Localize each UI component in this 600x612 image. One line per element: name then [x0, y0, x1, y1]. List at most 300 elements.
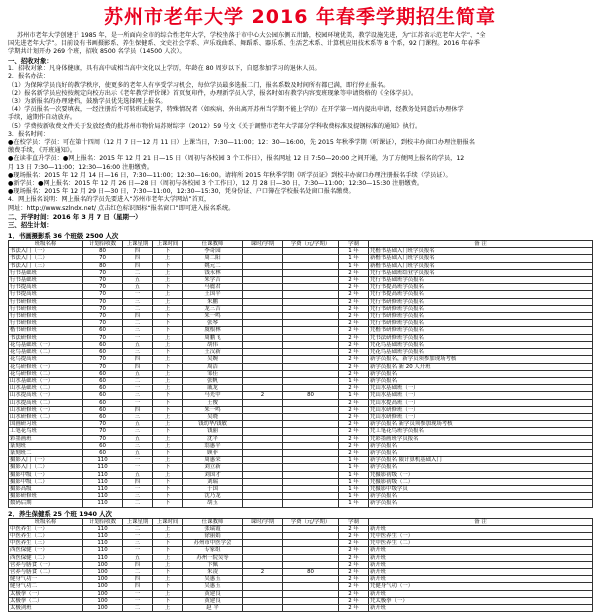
table-cell: 一: [123, 532, 153, 539]
table-cell: [243, 449, 283, 456]
table-cell: [283, 349, 339, 356]
table-cell: 60: [83, 377, 123, 384]
column-header: 学制: [339, 518, 369, 525]
table-cell: 新开班: [369, 590, 593, 597]
table-cell: 2 年: [339, 597, 369, 604]
table-cell: 四: [123, 363, 153, 370]
table-cell: [243, 583, 283, 590]
table-cell: [243, 457, 283, 464]
table-cell: 110: [83, 464, 123, 471]
table-row: [9, 305, 593, 312]
text-line: 3．报名时间：: [8, 130, 50, 138]
table-cell: 行书提高班: [9, 284, 83, 291]
table-cell: 2 年: [339, 576, 369, 583]
table-cell: 110: [83, 500, 123, 507]
table-cell: 下: [153, 547, 183, 554]
table-cell: 新学员报名: [369, 500, 593, 507]
table-cell: 上: [153, 277, 183, 284]
table-cell: [283, 547, 339, 554]
column-header: 学制: [339, 241, 369, 248]
table-cell: [283, 341, 339, 348]
table-cell: [283, 554, 339, 561]
column-header: 任课教师: [183, 518, 243, 525]
table-cell: 110: [83, 554, 123, 561]
table-cell: 上: [153, 471, 183, 478]
table-cell: 王俊: [183, 399, 243, 406]
table-cell: 四: [123, 406, 153, 413]
table-cell: 下: [153, 284, 183, 291]
table-row: [9, 248, 593, 255]
table-cell: 上: [153, 442, 183, 449]
table-cell: [283, 525, 339, 532]
table-cell: 三: [123, 349, 153, 356]
table-cell: 四: [123, 313, 153, 320]
column-header: 计划招收数: [83, 518, 123, 525]
table-cell: 110: [83, 525, 123, 532]
table-cell: 2 年: [339, 540, 369, 547]
table-cell: 山水提高班（二）: [9, 399, 83, 406]
table-cell: 110: [83, 532, 123, 539]
table-cell: 凭行书研修班学员报名: [369, 320, 593, 327]
table-cell: 顾菲: [183, 449, 243, 456]
enrollment-body: [0, 65, 600, 213]
table-cell: 下: [153, 493, 183, 500]
table-cell: 花鸟基础班（二）: [9, 349, 83, 356]
section-heading-enrollment: 一、招收对象：: [8, 56, 53, 65]
table-cell: 五: [123, 435, 153, 442]
table-cell: 行书基础班: [9, 269, 83, 276]
table-cell: 新开班: [369, 525, 593, 532]
table-cell: 110: [83, 457, 123, 464]
table-cell: 摄影高级: [9, 485, 83, 492]
table-cell: [283, 269, 339, 276]
table-cell: 2 年: [339, 298, 369, 305]
table-cell: 上: [153, 377, 183, 384]
table-cell: 2 年: [339, 291, 369, 298]
table-cell: 上: [153, 255, 183, 262]
table-cell: 新学员报名 新 20 人开班: [369, 363, 593, 370]
table-cell: 凭花鸟基础班学员报名: [369, 349, 593, 356]
table-cell: [243, 320, 283, 327]
table-cell: 五: [123, 449, 153, 456]
table-cell: 凭行书研修班学员报名: [369, 313, 593, 320]
table-cell: 戚龙: [183, 385, 243, 392]
table-cell: 张琴: [183, 320, 243, 327]
table-cell: 新楷书基础入门班学员报名: [369, 255, 593, 262]
health-table: [8, 518, 593, 612]
table-cell: 行书研修班: [9, 313, 83, 320]
table-cell: 2 年: [339, 284, 369, 291]
table-cell: 100: [83, 561, 123, 568]
table-row: [9, 554, 593, 561]
table-cell: 2 年: [339, 385, 369, 392]
table-cell: [243, 525, 283, 532]
table-cell: [283, 464, 339, 471]
table-cell: 60: [83, 413, 123, 420]
table-cell: [283, 597, 339, 604]
table-cell: 一: [123, 464, 153, 471]
table-row: [9, 363, 593, 370]
table-cell: 新学员报名 新学员须参加现场考核: [369, 421, 593, 428]
table-cell: 西医保健（二）: [9, 554, 83, 561]
table-cell: 二: [123, 320, 153, 327]
table-row: [9, 313, 593, 320]
table-row: [9, 428, 593, 435]
table-cell: [283, 291, 339, 298]
table-cell: 五: [123, 421, 153, 428]
table-cell: 80: [83, 262, 123, 269]
time-line: 缴费手续，《开班通知》。: [8, 147, 77, 155]
table-cell: [243, 298, 283, 305]
column-header: 任课教师: [183, 241, 243, 248]
table-cell: 王国平: [183, 291, 243, 298]
time-line: 网址：http://www.szlndx.net/ 点击红色标识图标“报名窗口”即可进入报名系统。: [8, 204, 235, 212]
table-cell: 四: [123, 356, 153, 363]
table-cell: 新楷书基础入门班学员报名: [369, 262, 593, 269]
time-line: 月 13 日 7:30—11:00；12:30—16:00 注册缴费。: [8, 163, 154, 171]
table-cell: 五: [123, 554, 153, 561]
table-cell: 朱鹏: [183, 298, 243, 305]
table-cell: 下: [153, 568, 183, 575]
table-cell: 1 年: [339, 262, 369, 269]
table-cell: 100: [83, 576, 123, 583]
table-cell: 110: [83, 547, 123, 554]
table-cell: 三: [123, 298, 153, 305]
table-cell: 60: [83, 385, 123, 392]
table-cell: 凭太极拳（一）: [369, 597, 593, 604]
table-cell: 100: [83, 583, 123, 590]
table-row: [9, 262, 593, 269]
text-line: （3）为新报名的办理建档，鼓励学员优先选择网上报名。: [8, 98, 167, 106]
table-cell: 2 年: [339, 428, 369, 435]
table-cell: [243, 554, 283, 561]
table-cell: [283, 457, 339, 464]
table-cell: [283, 399, 339, 406]
table-cell: 下: [153, 428, 183, 435]
table-cell: 70: [83, 313, 123, 320]
table-cell: 上: [153, 457, 183, 464]
table-cell: 凭山水提高班（一）: [369, 399, 593, 406]
table-cell: [243, 464, 283, 471]
table-cell: [283, 327, 339, 334]
table-cell: 刘瑞: [183, 478, 243, 485]
table-row: [9, 277, 593, 284]
table-cell: 凭行书基础班学员报名: [369, 277, 593, 284]
table-cell: 五: [123, 341, 153, 348]
table-cell: 新开班: [369, 605, 593, 612]
table-cell: 摄影中级（一）: [9, 471, 83, 478]
table-cell: 1 年: [339, 392, 369, 399]
table-cell: 太极拳（二）: [9, 597, 83, 604]
table-cell: 2 年: [339, 554, 369, 561]
table-cell: 新学员报名: [369, 442, 593, 449]
table-cell: 五: [123, 370, 153, 377]
table-cell: 2 年: [339, 269, 369, 276]
table-cell: [283, 248, 339, 255]
table-cell: 周惠荣: [183, 457, 243, 464]
column-header: 上课时间: [153, 518, 183, 525]
table-cell: 山水基础班（二）: [9, 385, 83, 392]
table-row: [9, 385, 593, 392]
table-cell: [283, 363, 339, 370]
text-line: （4）学员报名一次要填表，一经注册后不可转班或退学，特殊情况者（如疾病、外出离开苏州当学期不能上学的）在开学第一周内提出申请，经教务处同意后办理休学: [8, 106, 464, 114]
table-cell: 新学员报名: [369, 370, 593, 377]
table-cell: 2 年: [339, 341, 369, 348]
table-cell: [283, 428, 339, 435]
table-cell: 二: [123, 525, 153, 532]
table-cell: 上: [153, 356, 183, 363]
table-cell: [243, 248, 283, 255]
table-cell: 摄影入门（二）: [9, 464, 83, 471]
table-cell: 上: [153, 298, 183, 305]
table-cell: 凭山水研修班（一）: [369, 413, 593, 420]
table-cell: 三: [123, 428, 153, 435]
time-line: ●在校学员：学员：可在第十四周（12 月 7 日～12 月 11 日）上课当日，7:30—11:00；12：30—16:00，先 2015 年秋季学期（听课证），到校丰办窗口办理注册报名: [8, 139, 475, 147]
table-cell: [243, 399, 283, 406]
table-cell: [243, 597, 283, 604]
table-cell: [283, 485, 339, 492]
table-cell: 70: [83, 284, 123, 291]
table-cell: 上: [153, 370, 183, 377]
table-cell: 70: [83, 363, 123, 370]
table-cell: 凭中医养生（二）: [369, 540, 593, 547]
table-row: [9, 406, 593, 413]
table-cell: 五: [123, 284, 153, 291]
table-cell: 70: [83, 421, 123, 428]
table-cell: 1 年: [339, 485, 369, 492]
table-cell: [243, 313, 283, 320]
table-cell: 吴惠玉: [183, 583, 243, 590]
table-row: [9, 377, 593, 384]
table-cell: [243, 421, 283, 428]
table-cell: 2 年: [339, 605, 369, 612]
table-row: [9, 561, 593, 568]
table-cell: 沈平: [183, 435, 243, 442]
table-cell: 四: [123, 248, 153, 255]
table-cell: 周洁: [183, 363, 243, 370]
table-cell: 周鹏飞: [183, 334, 243, 341]
table-cell: [243, 532, 283, 539]
table-cell: 下: [153, 399, 183, 406]
table-cell: [283, 406, 339, 413]
table-cell: 朱学吉: [183, 277, 243, 284]
table-cell: [283, 385, 339, 392]
table-cell: 四: [123, 561, 153, 568]
table-cell: 凭山水基础班（一）: [369, 392, 593, 399]
table-cell: 摄影研修班: [9, 493, 83, 500]
table-cell: 2 年: [339, 435, 369, 442]
table-cell: 二: [123, 500, 153, 507]
table-cell: 行书基础班: [9, 277, 83, 284]
table-cell: 2 年: [339, 532, 369, 539]
table-row: [9, 532, 593, 539]
table-cell: 下: [153, 597, 183, 604]
table-cell: [283, 449, 339, 456]
table-cell: 2 年: [339, 442, 369, 449]
table-row: [9, 457, 593, 464]
table-cell: 80: [283, 392, 339, 399]
table-cell: 马麗君: [183, 284, 243, 291]
table-row: [9, 399, 593, 406]
table-cell: [283, 298, 339, 305]
table-cell: 60: [83, 406, 123, 413]
table-cell: [283, 305, 339, 312]
table-row: [9, 464, 593, 471]
table-cell: 下: [153, 540, 183, 547]
table-cell: 2 年: [339, 356, 369, 363]
table-cell: [243, 277, 283, 284]
table-cell: [283, 442, 339, 449]
table-cell: 上: [153, 554, 183, 561]
table-cell: 下: [153, 248, 183, 255]
table-cell: 钱丽: [183, 428, 243, 435]
table-cell: 凭彩墨画班学员报名: [369, 435, 593, 442]
table-cell: 1 年: [339, 248, 369, 255]
table-cell: [243, 428, 283, 435]
table-cell: [243, 291, 283, 298]
table-cell: [283, 532, 339, 539]
table-cell: [283, 576, 339, 583]
table-cell: 2 年: [339, 421, 369, 428]
table-row: [9, 356, 593, 363]
table-cell: 山水提高班（一）: [9, 392, 83, 399]
table-cell: [243, 341, 283, 348]
table-cell: 2 年: [339, 327, 369, 334]
table-cell: 三: [123, 493, 153, 500]
table-cell: [283, 605, 339, 612]
table-cell: 龙三吉: [183, 305, 243, 312]
table-cell: 于国: [183, 485, 243, 492]
table-cell: 下: [153, 449, 183, 456]
table-cell: [283, 590, 339, 597]
table-cell: 上: [153, 590, 183, 597]
table-cell: 花鸟研修班（一）: [9, 363, 83, 370]
table-cell: 凭书法研修班学员报名: [369, 334, 593, 341]
table-cell: 上: [153, 341, 183, 348]
table-cell: 二: [123, 305, 153, 312]
table-caption-health: 2．养生保健系 25 个班 1940 人次: [8, 509, 112, 518]
table-cell: 1 年: [339, 478, 369, 485]
page-title: 苏州市老年大学 2016 年春季学期招生简章: [103, 6, 497, 28]
column-header: 学费（元/学期）: [283, 241, 339, 248]
table-cell: 2 年: [339, 320, 369, 327]
table-cell: 卞佩: [183, 561, 243, 568]
table-cell: 上: [153, 334, 183, 341]
table-cell: 上: [153, 532, 183, 539]
table-cell: [283, 313, 339, 320]
table-cell: 上: [153, 435, 183, 442]
table-cell: [283, 493, 339, 500]
table-cell: 上: [153, 269, 183, 276]
table-cell: 书法入门（三）: [9, 262, 83, 269]
table-cell: 徐丽娟: [183, 532, 243, 539]
table-cell: [283, 334, 339, 341]
table-row: [9, 547, 593, 554]
table-cell: [243, 576, 283, 583]
table-cell: 山水研修班（二）: [9, 413, 83, 420]
table-cell: 凭中医养生（一）: [369, 532, 593, 539]
column-header: 计划招收数: [83, 241, 123, 248]
table-cell: 三: [123, 442, 153, 449]
table-cell: 2 年: [339, 583, 369, 590]
table-row: [9, 284, 593, 291]
table-cell: [283, 421, 339, 428]
table-cell: 花鸟提高班: [9, 356, 83, 363]
table-cell: 70: [83, 356, 123, 363]
text-line: 1．招收对象：凡身体健康，具有高中或相当高中文化以上学历，年龄在 80 周岁以下，自愿参加学习的退休人员。: [8, 65, 321, 73]
table-cell: 太极拳（一）: [9, 590, 83, 597]
table-cell: 刘立新: [183, 464, 243, 471]
table-cell: [283, 356, 339, 363]
table-cell: 一: [123, 385, 153, 392]
table-cell: 五: [123, 277, 153, 284]
table-cell: [243, 561, 283, 568]
time-line: ●现场报名：2015 年 12 月 14 日—16 日，7:30—11:00；12:30—16:00。请将所 2015 年秋季学期《听学员证》到校丰办窗口办理注册报名手续（学员证）。: [8, 171, 452, 179]
column-header: 上课时间: [153, 241, 183, 248]
table-cell: [243, 363, 283, 370]
table-cell: 彩墨画班: [9, 435, 83, 442]
table-cell: 110: [83, 540, 123, 547]
table-cell: 太极剑班: [9, 605, 83, 612]
column-header: 上课星期: [123, 518, 153, 525]
table-row: [9, 298, 593, 305]
table-row: [9, 413, 593, 420]
table-cell: [283, 277, 339, 284]
table-cell: 摄影中级（二）: [9, 478, 83, 485]
text-line: 手续，逾期作自动放弃。: [8, 114, 77, 122]
table-cell: 80: [283, 568, 339, 575]
table-cell: 翁惠平: [183, 442, 243, 449]
table-cell: 下: [153, 313, 183, 320]
calligraphy-table: [8, 240, 593, 508]
table-cell: 下: [153, 464, 183, 471]
table-row: [9, 471, 593, 478]
table-cell: 虞根林: [183, 327, 243, 334]
table-cell: 1 年: [339, 493, 369, 500]
table-cell: 下: [153, 320, 183, 327]
table-cell: 110: [83, 493, 123, 500]
table-cell: [283, 377, 339, 384]
table-cell: 2 年: [339, 561, 369, 568]
table-cell: 1 年: [339, 464, 369, 471]
column-header: 学费（元/学期）: [283, 518, 339, 525]
table-cell: 一: [123, 597, 153, 604]
table-row: [9, 442, 593, 449]
column-header: 班级名称: [9, 518, 83, 525]
table-cell: 马光中: [183, 392, 243, 399]
table-cell: [243, 385, 283, 392]
table-cell: 下: [153, 363, 183, 370]
table-cell: 四: [123, 255, 153, 262]
table-cell: 70: [83, 255, 123, 262]
table-cell: 凭摄影中级学员: [369, 485, 593, 492]
table-cell: [283, 370, 339, 377]
table-cell: 邹佳: [183, 370, 243, 377]
table-cell: 2 年: [339, 313, 369, 320]
table-cell: 凭行书研修班学员报名: [369, 298, 593, 305]
table-cell: 2: [243, 392, 283, 399]
table-cell: 凭山水研修班（一）: [369, 406, 593, 413]
time-line: ●现场报名：2015 年 12 月 29 日—30 日，7:30—11:00，12:30—15:30，凭身份证、户口簿在学校报名处窗口报名缴费。: [8, 188, 355, 196]
table-cell: [243, 349, 283, 356]
table-cell: 2 年: [339, 525, 369, 532]
table-cell: 山水研修班（一）: [9, 406, 83, 413]
table-cell: 1 年: [339, 377, 369, 384]
table-cell: 70: [83, 435, 123, 442]
table-cell: 2 年: [339, 449, 369, 456]
table-cell: 二: [123, 269, 153, 276]
table-cell: 110: [83, 478, 123, 485]
